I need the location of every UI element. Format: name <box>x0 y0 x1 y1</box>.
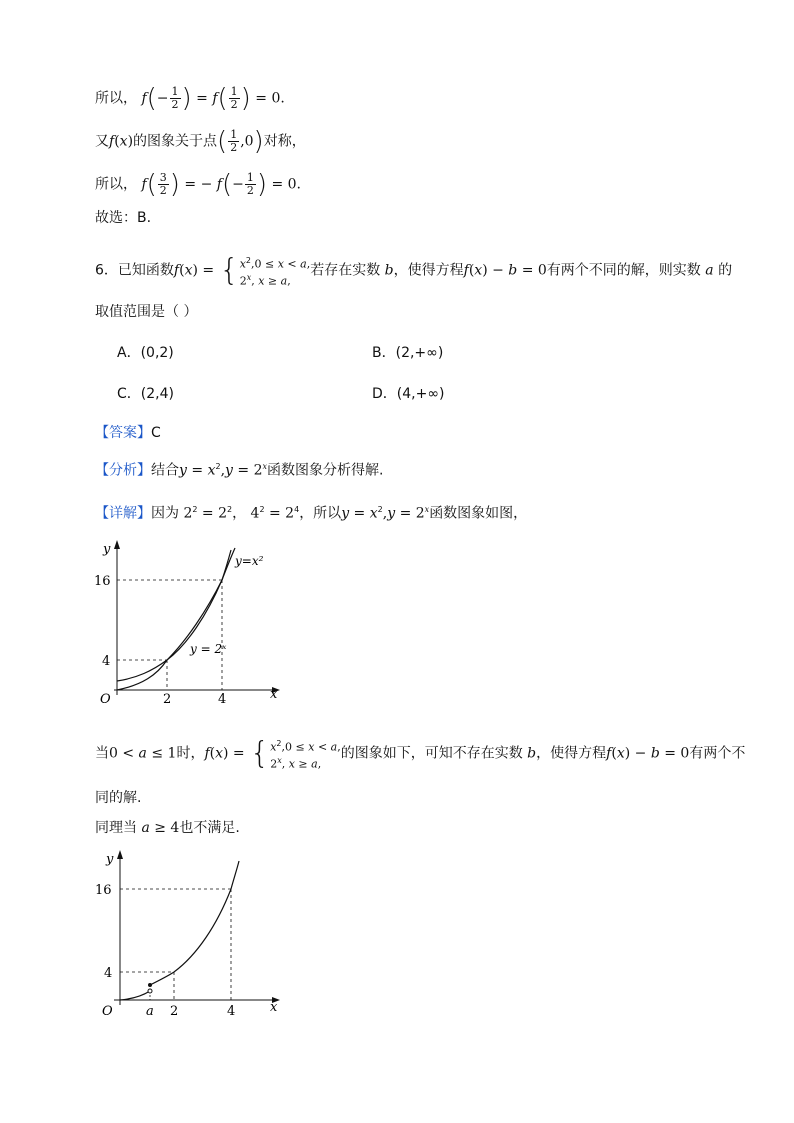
curve-x-squared-part <box>120 991 150 1000</box>
open-point <box>148 989 152 993</box>
text: 结合 <box>151 462 179 479</box>
option-a: A．(0,2) <box>117 345 174 361</box>
text: 时， <box>176 745 205 762</box>
text-line-3: 所以， f( $\frac{3}{2}$ ) = − f(− $\frac{1}{2}$ ) = 0. <box>95 169 301 200</box>
text: ，使得方程 <box>536 745 607 762</box>
origin-label: O <box>100 692 111 707</box>
graph-1 <box>92 535 292 710</box>
case-1-line: 当0 < a ≤ 1时，$f(x) = \{x^2,0 \le x < a$, 2$^x$, x ≥ a,的图象如下，可知不存在实数 b，使得方程f(x) − b = 0有两个不 <box>95 735 746 771</box>
text: 的图象关于点 <box>133 133 218 150</box>
answer-tag: 【答案】 <box>95 425 151 441</box>
detail-line: 【详解】因为 $2^2 = 2^2$， $4^2 = 2^4$，所以$y = x^2,y = 2^x$函数图象如图， <box>95 505 528 522</box>
tick-x-4: 4 <box>227 1004 236 1019</box>
text: 6．已知函数 <box>95 262 174 279</box>
x-axis-label: x <box>270 687 278 702</box>
text: ，所以 <box>299 505 342 522</box>
text: ，使得方程 <box>393 262 464 279</box>
label-x-squared: y=x² <box>235 554 264 568</box>
option-c: C．(2,4) <box>117 386 174 402</box>
tick-x-4: 4 <box>218 692 227 707</box>
text: 的 <box>718 262 733 279</box>
text: 也不满足. <box>179 820 240 836</box>
option-b: B．(2,+∞) <box>372 345 444 361</box>
text-line-2: 又f(x)的图象关于点( $\frac{1}{2}$ ,0)对称， <box>95 126 306 157</box>
analysis-line: 【分析】结合$y = x^2,y = 2^x$函数图象分析得解. <box>95 462 384 479</box>
y-axis-arrow-icon <box>117 850 123 859</box>
answer-value: C <box>151 425 161 441</box>
curve-x-squared <box>117 548 235 690</box>
y-axis-label: y <box>103 542 111 557</box>
tick-x-a: a <box>146 1004 154 1019</box>
option-d: D．(4,+∞) <box>372 386 445 402</box>
question-6: 6．已知函数$f(x) = \{x^2,0 \le x < a$, 2$^x$, x ≥ a,若存在实数 b，使得方程f(x) − b = 0有两个不同的解，则实数 a 的 <box>95 252 733 288</box>
analysis-tag: 【分析】 <box>95 462 151 479</box>
text-line-4: 故选：B. <box>95 210 152 226</box>
tick-y-4: 4 <box>104 966 113 981</box>
text: 的图象如下，可知不存在实数 <box>340 745 523 762</box>
text: 若存在实数 <box>310 262 381 279</box>
tick-x-2: 2 <box>163 692 172 707</box>
text: 所以， <box>95 176 137 193</box>
text: 有两个不 <box>689 745 746 762</box>
text: 当 <box>95 745 109 762</box>
answer-line <box>95 423 161 443</box>
text: 所以， <box>95 90 137 107</box>
y-axis-label: y <box>106 852 114 867</box>
case-2-line: 同理当 a ≥ 4也不满足. <box>95 820 240 836</box>
graph-2 <box>92 845 292 1025</box>
text: 函数图象分析得解. <box>267 462 384 479</box>
curve-2-power-x-part <box>150 861 239 985</box>
origin-label: O <box>102 1004 113 1019</box>
curve-2-power-x <box>117 550 231 681</box>
text: 函数图象如图， <box>429 505 528 522</box>
y-axis-arrow-icon <box>114 540 120 549</box>
tick-y-16: 16 <box>94 574 111 589</box>
text: 有两个不同的解，则实数 <box>546 262 701 279</box>
label-2-power-x: y = 2ˣ <box>190 642 227 656</box>
tick-x-2: 2 <box>170 1004 179 1019</box>
tick-y-16: 16 <box>95 883 112 898</box>
text-line-1: 所以， f(− $\frac{1}{2}$ ) = f( $\frac{1}{2}$ ) = 0. <box>95 83 285 114</box>
text: 因为 <box>151 505 179 522</box>
question-6-line2: 取值范围是（ ） <box>95 304 198 320</box>
detail-tag: 【详解】 <box>95 505 151 522</box>
text: 同理当 <box>95 820 137 836</box>
text: 又 <box>95 133 109 150</box>
x-axis-label: x <box>270 1000 278 1015</box>
case-1-line2: 同的解. <box>95 790 142 806</box>
text: 对称， <box>263 133 306 150</box>
tick-y-4: 4 <box>102 654 111 669</box>
